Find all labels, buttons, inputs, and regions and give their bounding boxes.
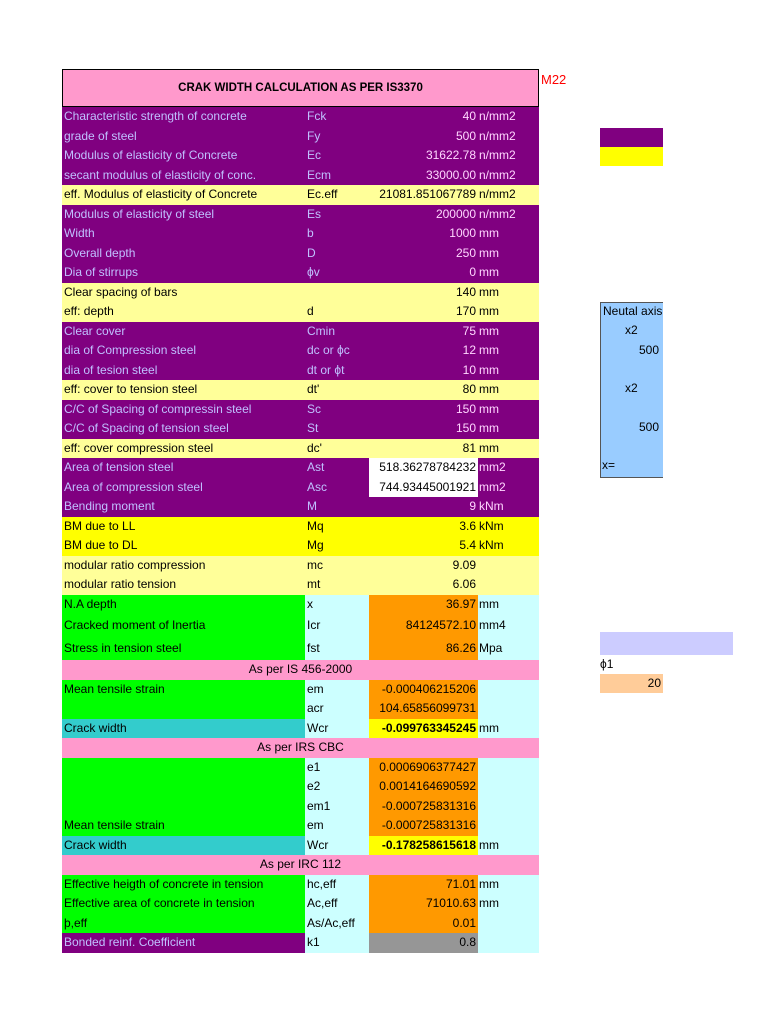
row-description: Bonded reinf. Coefficient [62, 933, 305, 953]
row-description: Dia of stirrups [62, 263, 305, 283]
row-unit: mm [478, 439, 539, 459]
row-description: modular ratio tension [62, 575, 305, 595]
row-description [62, 797, 305, 817]
row-unit: kNm [478, 497, 539, 517]
row-unit: mm [478, 224, 539, 244]
row-description: C/C of Spacing of compressin steel [62, 400, 305, 420]
row-symbol: Asc [305, 478, 369, 498]
table-row [62, 719, 539, 739]
row-value[interactable]: 9.09 [369, 556, 478, 576]
table-row [62, 614, 539, 637]
row-value[interactable]: 140 [369, 283, 478, 303]
irs-cbc-group [62, 758, 539, 856]
row-description: C/C of Spacing of tension steel [62, 419, 305, 439]
row-unit [478, 699, 539, 719]
row-description: Mean tensile strain [62, 680, 305, 700]
legend-swatch-computed [600, 147, 663, 166]
table-row [62, 244, 539, 264]
row-value[interactable]: 744.93445001921 [369, 478, 478, 498]
row-symbol: e1 [305, 758, 369, 778]
row-symbol: dc' [305, 439, 369, 459]
row-symbol: fst [305, 637, 369, 660]
row-symbol: em1 [305, 797, 369, 817]
row-description: Characteristic strength of concrete [62, 107, 305, 127]
table-row [62, 458, 539, 478]
table-row [62, 185, 539, 205]
table-row [62, 680, 539, 700]
row-description [62, 758, 305, 778]
row-value[interactable]: -0.000406215206 [369, 680, 478, 700]
row-unit: mm [478, 302, 539, 322]
row-value[interactable]: 31622.78 [369, 146, 478, 166]
row-symbol: Icr [305, 614, 369, 637]
row-value[interactable]: -0.000725831316 [369, 797, 478, 817]
table-row [62, 933, 539, 953]
row-value[interactable]: 80 [369, 380, 478, 400]
table-row [62, 205, 539, 225]
table-row [62, 302, 539, 322]
grade-label: M22 [541, 72, 567, 87]
row-value[interactable]: 36.97 [369, 595, 478, 615]
row-unit: mm [478, 719, 539, 739]
table-row [62, 146, 539, 166]
row-symbol: em [305, 816, 369, 836]
row-symbol: x [305, 595, 369, 615]
row-symbol: Ecm [305, 166, 369, 186]
row-value[interactable]: 0.01 [369, 914, 478, 934]
table-row [62, 322, 539, 342]
row-unit [478, 680, 539, 700]
row-unit: mm2 [478, 458, 539, 478]
row-symbol: ϕv [305, 263, 369, 283]
row-symbol: St [305, 419, 369, 439]
row-value[interactable]: 75 [369, 322, 478, 342]
is456-group [62, 680, 539, 739]
row-symbol: acr [305, 699, 369, 719]
row-value[interactable]: 150 [369, 419, 478, 439]
row-value[interactable]: 12 [369, 341, 478, 361]
na-x2-a: x2 [625, 323, 638, 337]
row-unit [478, 556, 539, 576]
row-symbol: D [305, 244, 369, 264]
row-value[interactable]: 518.36278784232 [369, 458, 478, 478]
table-row [62, 758, 539, 778]
row-unit [478, 797, 539, 817]
row-symbol: Wcr [305, 719, 369, 739]
irc112-group [62, 875, 539, 953]
row-value[interactable]: 104.65856099731 [369, 699, 478, 719]
row-unit: kNm [478, 517, 539, 537]
row-unit: mm [478, 322, 539, 342]
table-row [62, 536, 539, 556]
row-description: Clear spacing of bars [62, 283, 305, 303]
table-row [62, 914, 539, 934]
row-symbol: b [305, 224, 369, 244]
table-row [62, 341, 539, 361]
input-parameters-group [62, 107, 539, 595]
na-title: Neutal axis [603, 304, 663, 318]
row-description: Overall depth [62, 244, 305, 264]
table-row [62, 575, 539, 595]
row-description: Width [62, 224, 305, 244]
row-symbol: Es [305, 205, 369, 225]
table-row [62, 263, 539, 283]
row-unit: n/mm2 [478, 146, 539, 166]
row-symbol: M [305, 497, 369, 517]
row-description: grade of steel [62, 127, 305, 147]
table-row [62, 797, 539, 817]
row-symbol: dt' [305, 380, 369, 400]
row-symbol: Fck [305, 107, 369, 127]
row-description: Area of tension steel [62, 458, 305, 478]
row-description: Area of compression steel [62, 478, 305, 498]
row-symbol: dc or ϕc [305, 341, 369, 361]
row-description [62, 777, 305, 797]
table-row [62, 127, 539, 147]
row-value[interactable]: -0.099763345245 [369, 719, 478, 739]
row-unit: mm [478, 361, 539, 381]
row-value[interactable]: 5.4 [369, 536, 478, 556]
table-row [62, 816, 539, 836]
row-value[interactable]: 1000 [369, 224, 478, 244]
row-value[interactable]: 500 [369, 127, 478, 147]
row-symbol: Wcr [305, 836, 369, 856]
row-value[interactable]: 71010.63 [369, 894, 478, 914]
table-row [62, 380, 539, 400]
table-row [62, 517, 539, 537]
table-row [62, 400, 539, 420]
table-row [62, 595, 539, 615]
row-unit: mm [478, 341, 539, 361]
crack-width-sheet [62, 69, 539, 953]
row-symbol: As/Ac,eff [305, 914, 369, 934]
row-unit: n/mm2 [478, 107, 539, 127]
row-symbol: dt or ϕt [305, 361, 369, 381]
table-row [62, 875, 539, 895]
na-x2-b: x2 [625, 381, 638, 395]
row-symbol: k1 [305, 933, 369, 953]
row-description: Modulus of elasticity of steel [62, 205, 305, 225]
row-symbol: hc,eff [305, 875, 369, 895]
table-row [62, 166, 539, 186]
row-symbol: Sc [305, 400, 369, 420]
row-unit: Mpa [478, 637, 539, 660]
row-unit: mm4 [478, 614, 539, 637]
row-value[interactable]: 0.8 [369, 933, 478, 953]
row-description: Bending moment [62, 497, 305, 517]
row-value[interactable]: -0.000725831316 [369, 816, 478, 836]
row-description: Mean tensile strain [62, 816, 305, 836]
row-description: eff: cover to tension steel [62, 380, 305, 400]
row-unit: mm [478, 595, 539, 615]
row-description: Stress in tension steel [62, 637, 305, 660]
na-x-equals: x= [602, 458, 616, 472]
row-description: þ,eff [62, 914, 305, 934]
row-description: secant modulus of elasticity of conc. [62, 166, 305, 186]
row-unit: mm [478, 419, 539, 439]
row-description: Clear cover [62, 322, 305, 342]
row-value[interactable]: 0.0014164690592 [369, 777, 478, 797]
row-description: eff: depth [62, 302, 305, 322]
na-value-a: 500 [639, 343, 660, 357]
row-unit [478, 575, 539, 595]
row-unit: n/mm2 [478, 205, 539, 225]
row-value[interactable]: 71.01 [369, 875, 478, 895]
row-unit: mm [478, 400, 539, 420]
row-value[interactable]: 9 [369, 497, 478, 517]
row-symbol: mt [305, 575, 369, 595]
row-unit: mm [478, 380, 539, 400]
row-symbol: Cmin [305, 322, 369, 342]
row-value[interactable]: 0.0006906377427 [369, 758, 478, 778]
sheet-title: CRAK WIDTH CALCULATION AS PER IS3370 [62, 69, 539, 107]
row-description: BM due to LL [62, 517, 305, 537]
row-description: eff. Modulus of elasticity of Concrete [62, 185, 305, 205]
row-symbol: Ec.eff [305, 185, 369, 205]
section-irc112: As per IRC 112 [62, 855, 539, 875]
row-value[interactable]: 6.06 [369, 575, 478, 595]
row-description: BM due to DL [62, 536, 305, 556]
table-row [62, 439, 539, 459]
row-unit: mm [478, 283, 539, 303]
row-description: Effective heigth of concrete in tension [62, 875, 305, 895]
table-row [62, 361, 539, 381]
section-irs-cbc: As per IRS CBC [62, 738, 539, 758]
row-description: N.A depth [62, 595, 305, 615]
legend-swatch-input [600, 128, 663, 147]
table-row [62, 699, 539, 719]
row-value[interactable]: 81 [369, 439, 478, 459]
phi-value[interactable]: 20 [600, 674, 663, 693]
row-symbol [305, 283, 369, 303]
row-description: dia of tesion steel [62, 361, 305, 381]
table-row [62, 556, 539, 576]
row-value[interactable]: 86.26 [369, 637, 478, 660]
row-description: modular ratio compression [62, 556, 305, 576]
row-description: Crack width [62, 719, 305, 739]
row-description: Cracked moment of Inertia [62, 614, 305, 637]
table-row [62, 224, 539, 244]
row-unit: n/mm2 [478, 166, 539, 186]
row-unit [478, 816, 539, 836]
row-symbol: Ast [305, 458, 369, 478]
table-row [62, 283, 539, 303]
row-value[interactable]: 40 [369, 107, 478, 127]
row-unit [478, 914, 539, 934]
row-value[interactable]: 21081.851067789 [369, 185, 478, 205]
row-unit: mm [478, 894, 539, 914]
row-symbol: em [305, 680, 369, 700]
row-unit: mm [478, 875, 539, 895]
row-unit: n/mm2 [478, 127, 539, 147]
neutral-axis-box [600, 302, 663, 478]
row-description: Crack width [62, 836, 305, 856]
table-row [62, 497, 539, 517]
row-symbol: Ec [305, 146, 369, 166]
row-unit: n/mm2 [478, 185, 539, 205]
row-description: Effective area of concrete in tension [62, 894, 305, 914]
row-symbol: Ac,eff [305, 894, 369, 914]
row-unit [478, 933, 539, 953]
na-value-b: 500 [639, 420, 660, 434]
row-symbol: mc [305, 556, 369, 576]
row-unit [478, 777, 539, 797]
row-symbol: d [305, 302, 369, 322]
row-value[interactable]: 84124572.10 [369, 614, 478, 637]
row-unit: mm [478, 836, 539, 856]
row-value[interactable]: 150 [369, 400, 478, 420]
row-value[interactable]: 0 [369, 263, 478, 283]
table-row [62, 637, 539, 660]
table-row [62, 419, 539, 439]
row-value[interactable]: 3.6 [369, 517, 478, 537]
row-description: eff: cover compression steel [62, 439, 305, 459]
phi-label: ϕ1 [600, 657, 614, 671]
row-value[interactable]: -0.178258615618 [369, 836, 478, 856]
table-row [62, 107, 539, 127]
row-unit: mm2 [478, 478, 539, 498]
row-value[interactable]: 200000 [369, 205, 478, 225]
row-description: Modulus of elasticity of Concrete [62, 146, 305, 166]
row-unit: mm [478, 244, 539, 264]
row-symbol: Mg [305, 536, 369, 556]
row-description: dia of Compression steel [62, 341, 305, 361]
row-unit [478, 758, 539, 778]
row-symbol: Fy [305, 127, 369, 147]
row-symbol: Mq [305, 517, 369, 537]
row-description [62, 699, 305, 719]
row-value[interactable]: 10 [369, 361, 478, 381]
row-unit: mm [478, 263, 539, 283]
na-results-group [62, 595, 539, 661]
table-row [62, 836, 539, 856]
section-is456: As per IS 456-2000 [62, 660, 539, 680]
row-symbol: e2 [305, 777, 369, 797]
table-row [62, 478, 539, 498]
row-unit: kNm [478, 536, 539, 556]
row-value[interactable]: 170 [369, 302, 478, 322]
row-value[interactable]: 250 [369, 244, 478, 264]
table-row [62, 894, 539, 914]
phi-header-band [600, 632, 733, 655]
table-row [62, 777, 539, 797]
row-value[interactable]: 33000.00 [369, 166, 478, 186]
